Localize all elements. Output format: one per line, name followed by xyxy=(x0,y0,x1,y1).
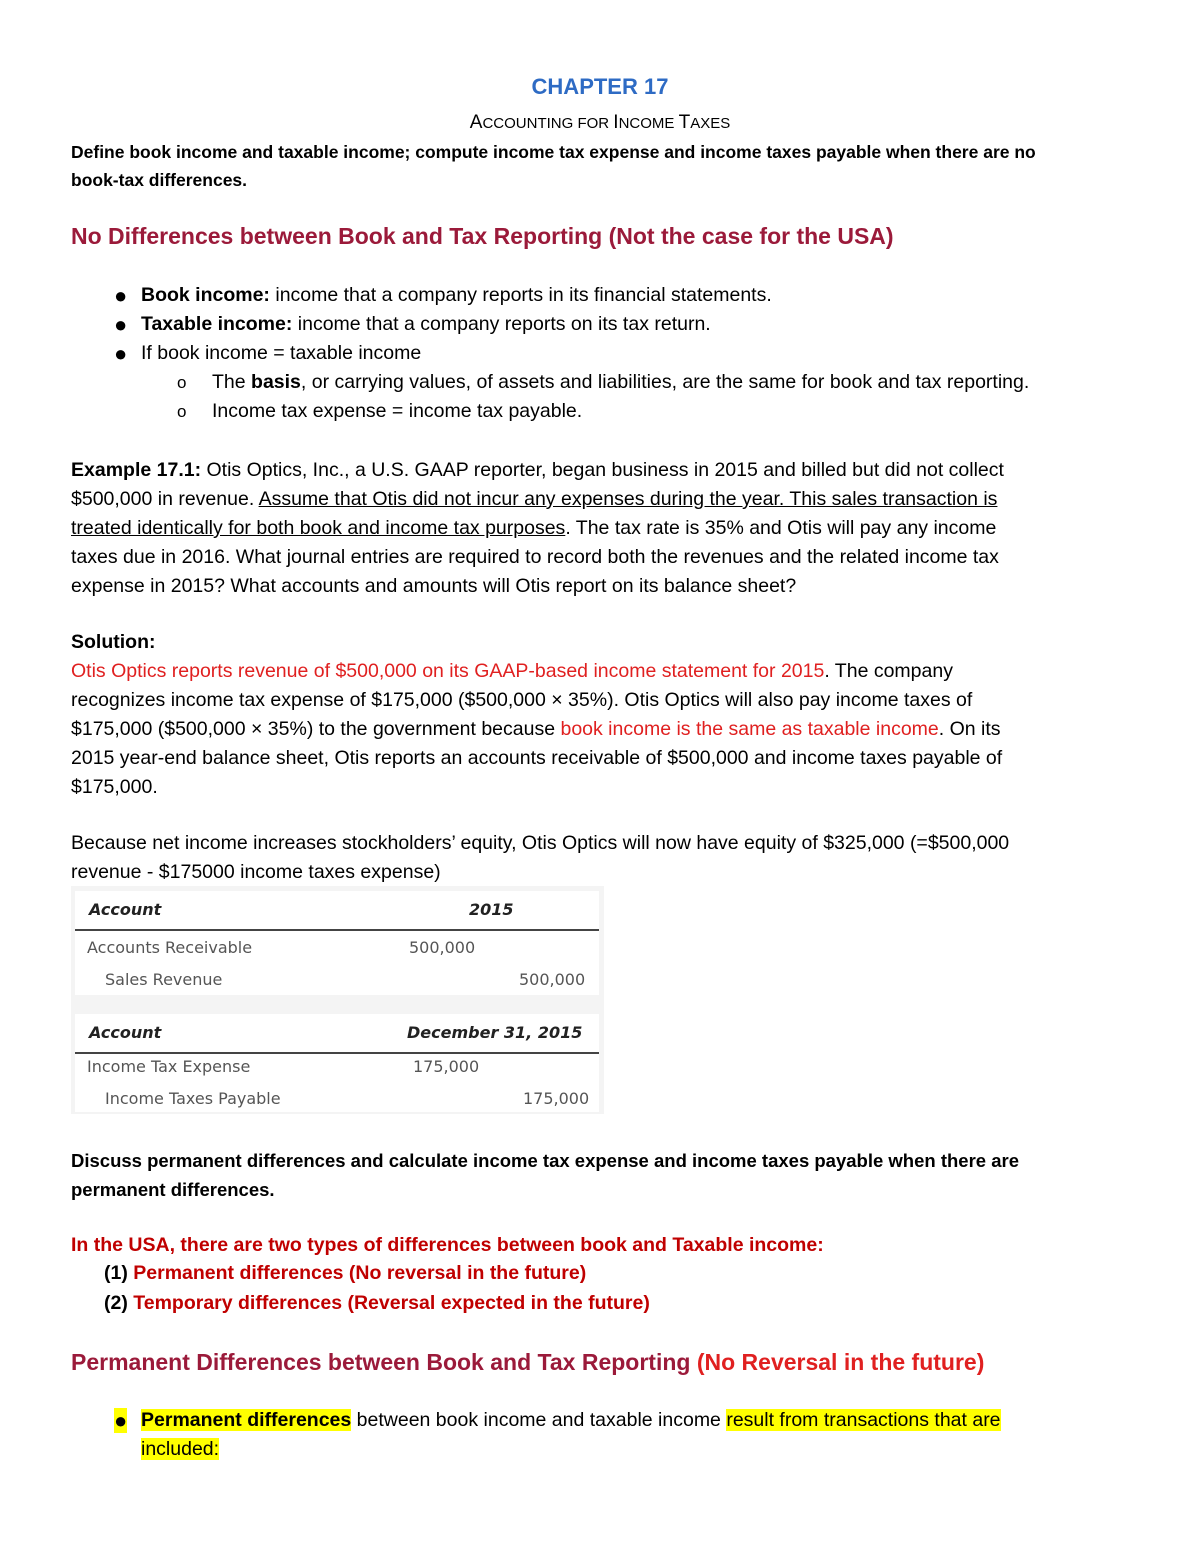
journal-table-revenue xyxy=(75,931,599,995)
bullet-if-equal: If book income = taxable income xyxy=(141,342,422,364)
table-row-account: Sales Revenue xyxy=(105,970,223,989)
section-heading-permanent-differences: Permanent Differences between Book and Tax Reporting (No Reversal in the future) xyxy=(71,1349,985,1375)
section-heading-no-differences: No Differences between Book and Tax Reporting (Not the case for the USA) xyxy=(71,223,894,249)
bullet-icon: ● xyxy=(114,312,128,337)
sub-bullet-basis: The basis, or carrying values, of assets and liabilities, are the same for book and tax reporting. xyxy=(212,371,1030,393)
bullet-icon: ● xyxy=(114,283,128,308)
sub-bullet-marker: o xyxy=(177,373,187,392)
sub-bullet-tax-expense: Income tax expense = income tax payable. xyxy=(212,400,583,422)
bullet-taxable-income: Taxable income: income that a company reports on its tax return. xyxy=(141,313,711,335)
usa-differences-intro: In the USA, there are two types of differences between book and Taxable income: xyxy=(71,1234,824,1256)
learning-objective-1: Define book income and taxable income; compute income tax expense and income taxes payable when there are no book-tax differences. xyxy=(71,142,1036,190)
table-header: Account December 31, 2015 xyxy=(75,1014,599,1054)
journal-entries-figure xyxy=(71,886,604,1114)
table-header: Account 2015 xyxy=(75,891,599,931)
table-row-debit: 175,000 xyxy=(413,1057,480,1076)
example-17-1: Example 17.1: Otis Optics, Inc., a U.S. GAAP reporter, began business in 2015 and billed but did not collect $500,000 in revenue. Assume that Otis did not incur any expenses during the year. This sales transaction is treated identically for both book and income tax purposes. The tax rate is 35% and Otis will pay any income taxes due in 2016. What journal entries are required to record both the revenues and the related income tax expense in 2015? What accounts and amounts will Otis report on its balance sheet? xyxy=(71,459,1004,597)
bullet-icon: ● xyxy=(114,341,128,366)
journal-table-tax xyxy=(75,1054,599,1112)
bullet-book-income: Book income: income that a company reports in its financial statements. xyxy=(141,284,772,306)
chapter-title: CHAPTER 17 xyxy=(531,74,669,99)
table-row-account: Income Tax Expense xyxy=(87,1057,251,1076)
table-row-account: Income Taxes Payable xyxy=(105,1089,281,1108)
table-row-credit: 175,000 xyxy=(523,1089,590,1108)
solution-block: Solution: Otis Optics reports revenue of $500,000 on its GAAP-based income statement for 2015. The company recognizes income tax expense of $175,000 ($500,000 × 35%). Otis Optics will also pay income taxes of $175,000 ($500,000 × 35%) to the government because book income is the same as taxable income. On its 2015 year-end balance sheet, Otis reports an accounts receivable of $500,000 and income taxes payable of $175,000. xyxy=(71,631,1003,798)
table-row-account: Accounts Receivable xyxy=(87,938,253,957)
table-row-debit: 500,000 xyxy=(409,938,476,957)
chapter-subtitle: ACCOUNTING FOR INCOME TAXES xyxy=(469,112,731,133)
equity-paragraph: Because net income increases stockholders’ equity, Otis Optics will now have equity of $325,000 (=$500,000 revenue - $175000 income taxes expense) xyxy=(71,832,1010,883)
list-item: (2) Temporary differences (Reversal expected in the future) xyxy=(104,1292,650,1314)
table-row-credit: 500,000 xyxy=(519,970,586,989)
sub-bullet-marker: o xyxy=(177,402,187,421)
list-item: (1) Permanent differences (No reversal in the future) xyxy=(104,1262,587,1284)
bullet-icon: ● xyxy=(114,1408,128,1433)
bullet-permanent-differences: Permanent differences between book income and taxable income result from transactions that are included: xyxy=(141,1409,1001,1460)
learning-objective-2: Discuss permanent differences and calculate income tax expense and income taxes payable when there are permanent differences. xyxy=(71,1150,1019,1200)
